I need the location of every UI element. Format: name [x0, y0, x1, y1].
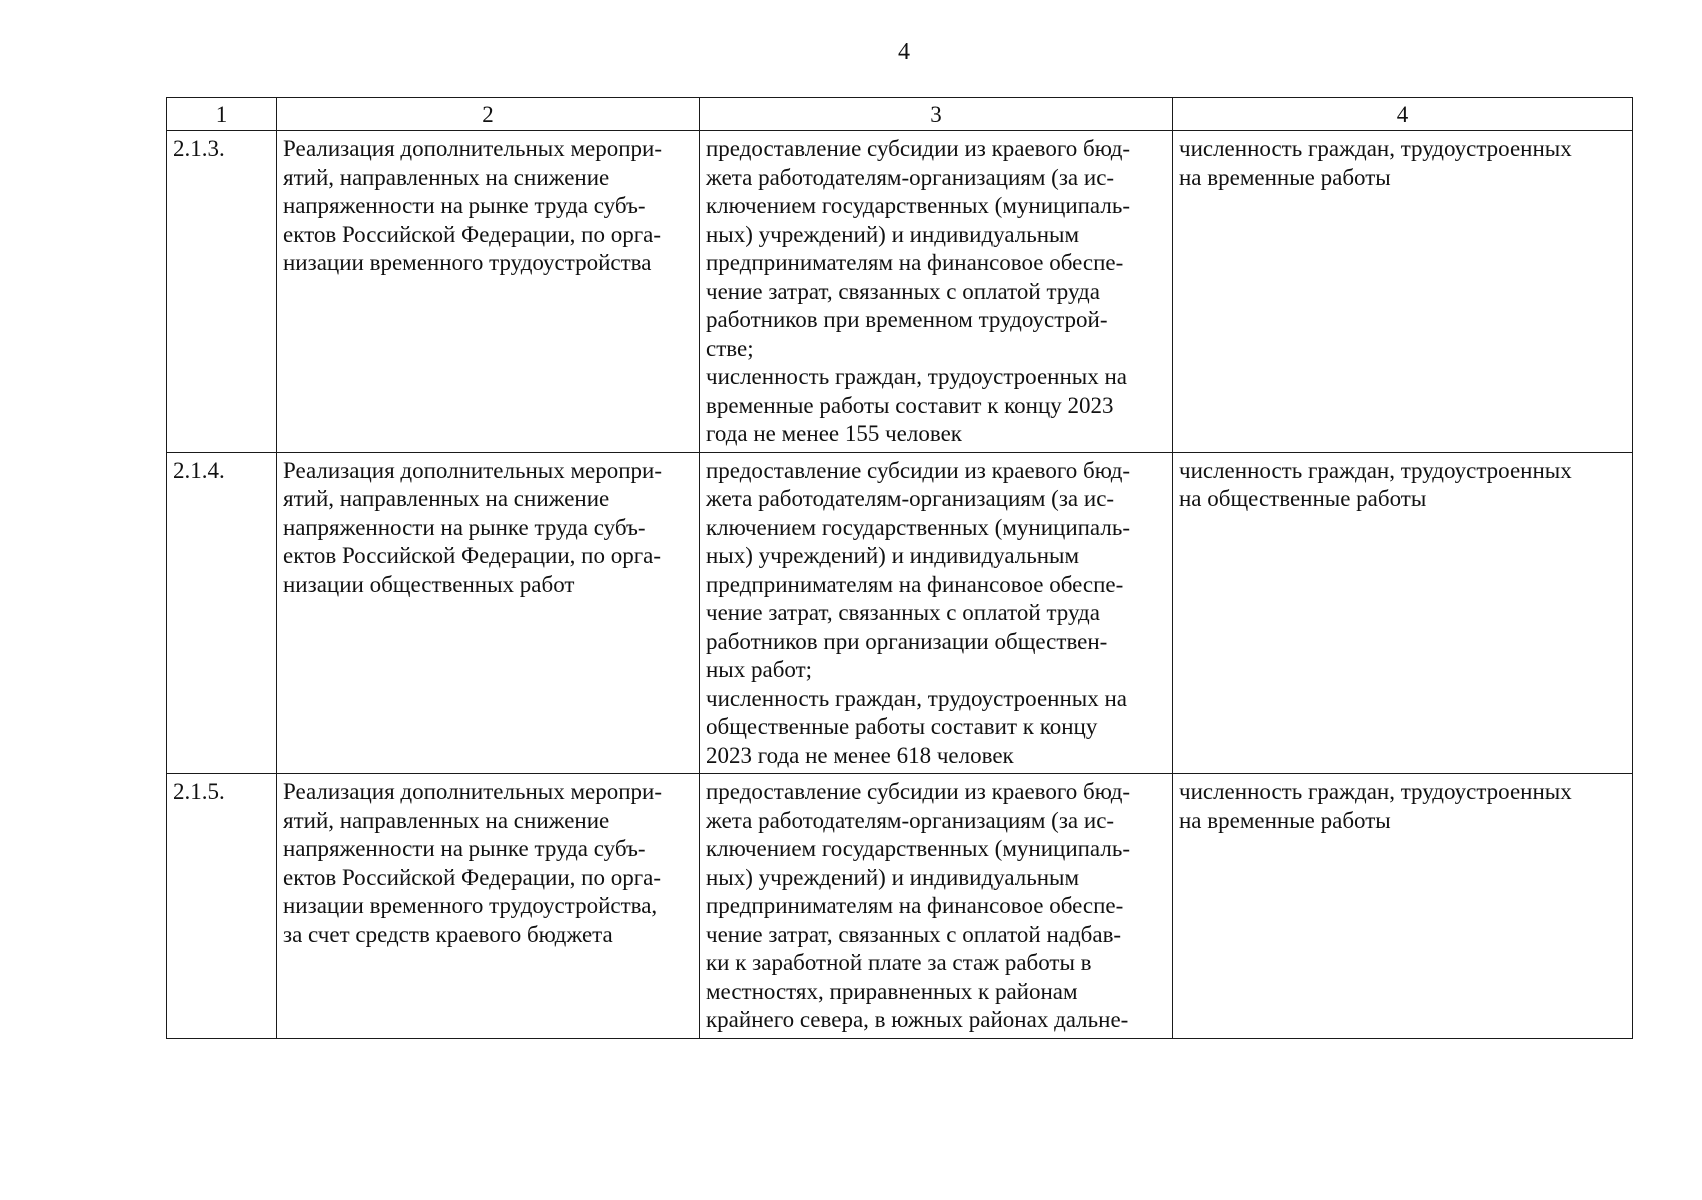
page-number: 4 [898, 39, 910, 65]
measures-table [166, 97, 1633, 1039]
column-header-4: 4 [1173, 98, 1633, 131]
text-line: жета работодателям-организациям (за ис- [706, 486, 1115, 511]
table-row [167, 452, 1633, 774]
text-line: работников при временном трудоустрой- [706, 307, 1108, 332]
text-line: ектов Российской Федерации, по орга- [283, 864, 662, 890]
column-header-2: 2 [277, 98, 700, 131]
table-header-row [167, 98, 1633, 131]
text-line: на временные работы [1179, 164, 1391, 190]
text-line: Реализация дополнительных меропри- [283, 457, 662, 483]
text-line: численность граждан, трудоустроенных на [706, 685, 1127, 711]
text-line: ных) учреждений) и индивидуальным [706, 543, 1080, 568]
indicator-cell [1173, 452, 1633, 774]
text-line: 2023 года не менее 618 человек [706, 742, 1014, 768]
text-line: напряженности на рынке труда субъ- [283, 836, 646, 861]
text-line: ных) учреждений) и индивидуальным [706, 864, 1080, 890]
text-line: численность граждан, трудоустроенных [1179, 779, 1572, 804]
text-line: местностях, приравненных к районам [706, 978, 1078, 1004]
column-header-3: 3 [700, 98, 1173, 131]
text-line: за счет средств краевого бюджета [283, 921, 613, 947]
text-line: ключением государственных (муниципаль- [706, 514, 1130, 540]
text-line: численность граждан, трудоустроенных [1179, 136, 1572, 161]
row-number: 2.1.4. [167, 452, 277, 774]
text-line: на временные работы [1179, 807, 1391, 833]
text-line: общественные работы составит к концу [706, 714, 1098, 739]
indicator-cell [1173, 774, 1633, 1039]
result-cell [700, 131, 1173, 453]
table-body [167, 131, 1633, 1039]
column-header-1: 1 [167, 98, 277, 131]
text-line: чение затрат, связанных с оплатой надбав- [706, 921, 1122, 947]
table-row [167, 131, 1633, 453]
text-line: ектов Российской Федерации, по орга- [283, 543, 662, 568]
text-line: ектов Российской Федерации, по орга- [283, 221, 662, 247]
text-line: численность граждан, трудоустроенных [1179, 457, 1572, 483]
indicator-cell [1173, 131, 1633, 453]
text-line: предпринимателям на финансовое обеспе- [706, 250, 1124, 275]
text-line: низации временного трудоустройства [283, 250, 652, 275]
text-line: предоставление субсидии из краевого бюд- [706, 136, 1131, 161]
text-line: работников при организации обществен- [706, 628, 1108, 654]
text-line: напряженности на рынке труда субъ- [283, 514, 646, 540]
text-line: стве; [706, 335, 754, 361]
text-line: предоставление субсидии из краевого бюд- [706, 779, 1131, 804]
table-row [167, 774, 1633, 1039]
text-line: ятий, направленных на снижение [283, 164, 610, 190]
row-number: 2.1.5. [167, 774, 277, 1039]
text-line: на общественные работы [1179, 486, 1427, 511]
text-line: низации временного трудоустройства, [283, 893, 658, 918]
text-line: ных работ; [706, 657, 813, 682]
text-line: чение затрат, связанных с оплатой труда [706, 278, 1100, 304]
text-line: ключением государственных (муниципаль- [706, 193, 1130, 218]
text-line: ных) учреждений) и индивидуальным [706, 221, 1080, 247]
text-line: предоставление субсидии из краевого бюд- [706, 457, 1131, 483]
text-line: низации общественных работ [283, 571, 575, 597]
text-line: чение затрат, связанных с оплатой труда [706, 600, 1100, 625]
text-line: напряженности на рынке труда субъ- [283, 193, 646, 218]
result-cell [700, 774, 1173, 1039]
text-line: ятий, направленных на снижение [283, 486, 610, 511]
activity-cell [277, 774, 700, 1039]
text-line: года не менее 155 человек [706, 421, 962, 446]
activity-cell [277, 452, 700, 774]
text-line: численность граждан, трудоустроенных на [706, 364, 1127, 389]
text-line: предпринимателям на финансовое обеспе- [706, 893, 1124, 918]
text-line: временные работы составит к концу 2023 [706, 392, 1114, 418]
text-line: Реализация дополнительных меропри- [283, 136, 662, 161]
text-line: Реализация дополнительных меропри- [283, 779, 662, 804]
text-line: крайнего севера, в южных районах дальне- [706, 1007, 1129, 1032]
text-line: ки к заработной плате за стаж работы в [706, 950, 1092, 975]
row-number: 2.1.3. [167, 131, 277, 453]
text-line: жета работодателям-организациям (за ис- [706, 807, 1115, 833]
result-cell [700, 452, 1173, 774]
text-line: предпринимателям на финансовое обеспе- [706, 571, 1124, 597]
text-line: жета работодателям-организациям (за ис- [706, 164, 1115, 190]
activity-cell [277, 131, 700, 453]
text-line: ключением государственных (муниципаль- [706, 836, 1130, 861]
text-line: ятий, направленных на снижение [283, 807, 610, 833]
